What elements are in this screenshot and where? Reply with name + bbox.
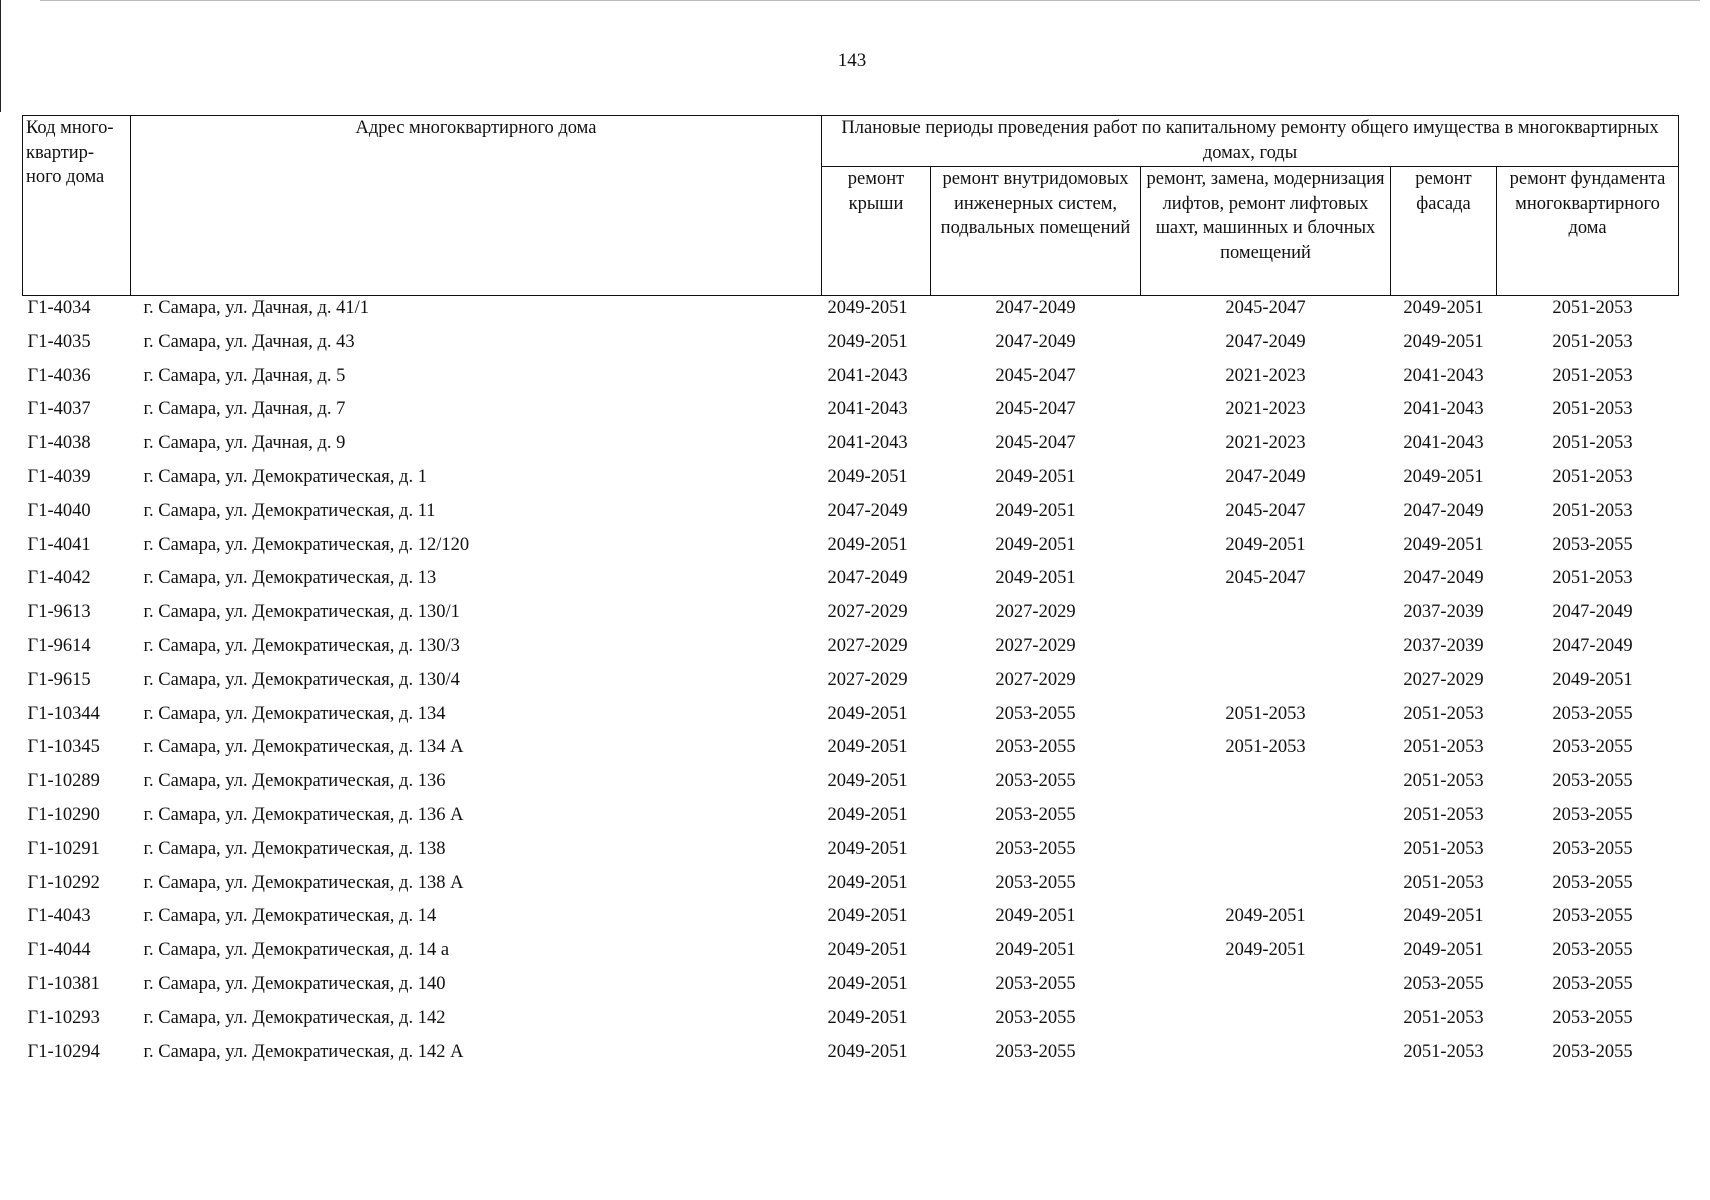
cell-foundation: 2049-2051 xyxy=(1552,669,1633,690)
cell-facade: 2053-2055 xyxy=(1403,973,1484,994)
cell-engineering: 2049-2051 xyxy=(995,568,1076,589)
cell-roof: 2049-2051 xyxy=(827,872,908,893)
cell-lift xyxy=(1141,871,1391,905)
table-row xyxy=(23,904,1679,938)
cell-facade: 2041-2043 xyxy=(1403,433,1484,454)
cell-code: Г1-9615 xyxy=(27,669,91,690)
cell-foundation: 2051-2053 xyxy=(1552,500,1633,521)
cell-lift xyxy=(1141,803,1391,837)
cell-code: Г1-10344 xyxy=(27,703,100,724)
cell-roof: 2049-2051 xyxy=(827,298,908,318)
cell-foundation: 2051-2053 xyxy=(1552,298,1633,318)
cell-roof: 2049-2051 xyxy=(827,973,908,994)
cell-engineering: 2053-2055 xyxy=(995,1007,1076,1028)
cell-engineering: 2047-2049 xyxy=(995,298,1076,318)
cell-code: Г1-9613 xyxy=(27,602,91,623)
cell-address: г. Самара, ул. Демократическая, д. 138 А xyxy=(143,872,464,893)
capital-repair-schedule-table xyxy=(22,115,1679,1073)
cell-code: Г1-10293 xyxy=(27,1007,100,1028)
cell-roof: 2049-2051 xyxy=(827,737,908,758)
cell-facade: 2049-2051 xyxy=(1403,534,1484,555)
cell-facade: 2047-2049 xyxy=(1403,568,1484,589)
cell-engineering: 2027-2029 xyxy=(995,669,1076,690)
cell-address: г. Самара, ул. Демократическая, д. 130/3 xyxy=(143,635,460,656)
table-row xyxy=(23,702,1679,736)
cell-roof: 2049-2051 xyxy=(827,940,908,961)
cell-address: г. Самара, ул. Демократическая, д. 14 xyxy=(143,906,437,927)
table-row xyxy=(23,668,1679,702)
table-row xyxy=(23,600,1679,634)
header-foundation: ремонт фундамента многоквартирного дома xyxy=(1497,167,1679,296)
table-row xyxy=(23,769,1679,803)
table-body xyxy=(23,296,1679,1074)
cell-engineering: 2027-2029 xyxy=(995,602,1076,623)
cell-facade: 2049-2051 xyxy=(1403,940,1484,961)
cell-roof: 2049-2051 xyxy=(827,906,908,927)
header-address: Адрес многоквартирного дома xyxy=(131,116,822,296)
cell-code: Г1-4041 xyxy=(27,534,91,555)
cell-address: г. Самара, ул. Демократическая, д. 134 А xyxy=(143,737,464,758)
cell-facade: 2051-2053 xyxy=(1403,703,1484,724)
cell-roof: 2047-2049 xyxy=(827,500,908,521)
cell-roof: 2041-2043 xyxy=(827,433,908,454)
cell-foundation: 2053-2055 xyxy=(1552,703,1633,724)
cell-foundation: 2053-2055 xyxy=(1552,1041,1633,1062)
cell-address: г. Самара, ул. Дачная, д. 41/1 xyxy=(143,298,370,318)
cell-lift: 2045-2047 xyxy=(1225,298,1306,318)
cell-code: Г1-4036 xyxy=(27,365,91,386)
cell-engineering: 2045-2047 xyxy=(995,433,1076,454)
cell-address: г. Самара, ул. Дачная, д. 43 xyxy=(143,331,355,352)
cell-engineering: 2049-2051 xyxy=(995,466,1076,487)
cell-roof: 2049-2051 xyxy=(827,838,908,859)
table-row xyxy=(23,634,1679,668)
cell-address: г. Самара, ул. Дачная, д. 7 xyxy=(143,399,346,420)
cell-address: г. Самара, ул. Демократическая, д. 1 xyxy=(143,466,427,487)
cell-address: г. Самара, ул. Демократическая, д. 140 xyxy=(143,973,446,994)
cell-roof: 2049-2051 xyxy=(827,534,908,555)
header-roof: ремонт крыши xyxy=(822,167,931,296)
cell-foundation: 2053-2055 xyxy=(1552,737,1633,758)
cell-code: Г1-9614 xyxy=(27,635,91,656)
cell-code: Г1-10290 xyxy=(27,804,100,825)
cell-foundation: 2053-2055 xyxy=(1552,973,1633,994)
cell-facade: 2049-2051 xyxy=(1403,298,1484,318)
cell-lift xyxy=(1141,634,1391,668)
table-row xyxy=(23,364,1679,398)
cell-address: г. Самара, ул. Демократическая, д. 136 xyxy=(143,771,446,792)
cell-address: г. Самара, ул. Демократическая, д. 134 xyxy=(143,703,446,724)
cell-code: Г1-10345 xyxy=(27,737,100,758)
cell-engineering: 2047-2049 xyxy=(995,331,1076,352)
cell-code: Г1-10294 xyxy=(27,1041,100,1062)
cell-address: г. Самара, ул. Демократическая, д. 13 xyxy=(143,568,437,589)
cell-lift: 2049-2051 xyxy=(1225,534,1306,555)
cell-foundation: 2053-2055 xyxy=(1552,872,1633,893)
cell-lift: 2047-2049 xyxy=(1225,466,1306,487)
cell-code: Г1-10292 xyxy=(27,872,100,893)
cell-foundation: 2051-2053 xyxy=(1552,466,1633,487)
table-row xyxy=(23,330,1679,364)
cell-lift xyxy=(1141,668,1391,702)
table-row xyxy=(23,735,1679,769)
cell-lift: 2021-2023 xyxy=(1225,433,1306,454)
cell-lift: 2045-2047 xyxy=(1225,568,1306,589)
cell-lift xyxy=(1141,972,1391,1006)
cell-lift: 2021-2023 xyxy=(1225,365,1306,386)
cell-lift: 2045-2047 xyxy=(1225,500,1306,521)
cell-code: Г1-4034 xyxy=(27,298,91,318)
cell-address: г. Самара, ул. Дачная, д. 5 xyxy=(143,365,346,386)
table-row xyxy=(23,533,1679,567)
table-row xyxy=(23,1006,1679,1040)
cell-roof: 2049-2051 xyxy=(827,703,908,724)
cell-facade: 2049-2051 xyxy=(1403,906,1484,927)
cell-code: Г1-4043 xyxy=(27,906,91,927)
cell-lift xyxy=(1141,1040,1391,1074)
table-row xyxy=(23,938,1679,972)
cell-engineering: 2053-2055 xyxy=(995,804,1076,825)
cell-engineering: 2049-2051 xyxy=(995,940,1076,961)
cell-foundation: 2051-2053 xyxy=(1552,568,1633,589)
cell-facade: 2051-2053 xyxy=(1403,1007,1484,1028)
cell-roof: 2049-2051 xyxy=(827,1007,908,1028)
cell-code: Г1-4035 xyxy=(27,331,91,352)
cell-roof: 2041-2043 xyxy=(827,399,908,420)
cell-roof: 2041-2043 xyxy=(827,365,908,386)
table-header xyxy=(23,116,1679,296)
cell-facade: 2051-2053 xyxy=(1403,872,1484,893)
cell-facade: 2049-2051 xyxy=(1403,331,1484,352)
cell-code: Г1-4040 xyxy=(27,500,91,521)
cell-roof: 2049-2051 xyxy=(827,331,908,352)
cell-lift: 2021-2023 xyxy=(1225,399,1306,420)
cell-address: г. Самара, ул. Демократическая, д. 130/1 xyxy=(143,602,460,623)
table-row xyxy=(23,431,1679,465)
cell-address: г. Самара, ул. Демократическая, д. 11 xyxy=(143,500,436,521)
cell-code: Г1-10289 xyxy=(27,771,100,792)
table-row xyxy=(23,1040,1679,1074)
cell-foundation: 2053-2055 xyxy=(1552,1007,1633,1028)
cell-engineering: 2053-2055 xyxy=(995,872,1076,893)
cell-address: г. Самара, ул. Демократическая, д. 130/4 xyxy=(143,669,460,690)
cell-engineering: 2049-2051 xyxy=(995,500,1076,521)
cell-engineering: 2053-2055 xyxy=(995,1041,1076,1062)
cell-code: Г1-4042 xyxy=(27,568,91,589)
cell-roof: 2027-2029 xyxy=(827,635,908,656)
table-row xyxy=(23,837,1679,871)
cell-engineering: 2053-2055 xyxy=(995,973,1076,994)
cell-facade: 2027-2029 xyxy=(1403,669,1484,690)
cell-foundation: 2053-2055 xyxy=(1552,906,1633,927)
table-row xyxy=(23,499,1679,533)
scan-top-edge xyxy=(40,0,1700,1)
cell-facade: 2051-2053 xyxy=(1403,771,1484,792)
cell-foundation: 2053-2055 xyxy=(1552,838,1633,859)
table-row xyxy=(23,972,1679,1006)
cell-engineering: 2053-2055 xyxy=(995,737,1076,758)
cell-foundation: 2051-2053 xyxy=(1552,331,1633,352)
cell-engineering: 2053-2055 xyxy=(995,771,1076,792)
cell-foundation: 2051-2053 xyxy=(1552,433,1633,454)
table-row xyxy=(23,296,1679,330)
cell-roof: 2049-2051 xyxy=(827,771,908,792)
cell-foundation: 2047-2049 xyxy=(1552,635,1633,656)
cell-engineering: 2049-2051 xyxy=(995,534,1076,555)
cell-foundation: 2047-2049 xyxy=(1552,602,1633,623)
cell-facade: 2051-2053 xyxy=(1403,1041,1484,1062)
cell-code: Г1-4037 xyxy=(27,399,91,420)
cell-lift xyxy=(1141,837,1391,871)
cell-roof: 2049-2051 xyxy=(827,1041,908,1062)
cell-facade: 2051-2053 xyxy=(1403,737,1484,758)
cell-code: Г1-4039 xyxy=(27,466,91,487)
table-row xyxy=(23,566,1679,600)
cell-foundation: 2053-2055 xyxy=(1552,771,1633,792)
cell-address: г. Самара, ул. Демократическая, д. 142 А xyxy=(143,1041,464,1062)
cell-foundation: 2053-2055 xyxy=(1552,534,1633,555)
cell-lift xyxy=(1141,1006,1391,1040)
cell-address: г. Самара, ул. Демократическая, д. 138 xyxy=(143,838,446,859)
cell-facade: 2051-2053 xyxy=(1403,804,1484,825)
cell-lift xyxy=(1141,769,1391,803)
header-facade: ремонт фасада xyxy=(1391,167,1497,296)
cell-lift: 2047-2049 xyxy=(1225,331,1306,352)
cell-facade: 2041-2043 xyxy=(1403,399,1484,420)
table-row xyxy=(23,871,1679,905)
page-number: 143 xyxy=(837,50,867,71)
cell-engineering: 2045-2047 xyxy=(995,399,1076,420)
cell-lift: 2051-2053 xyxy=(1225,737,1306,758)
cell-address: г. Самара, ул. Демократическая, д. 14 а xyxy=(143,940,450,961)
cell-roof: 2027-2029 xyxy=(827,602,908,623)
header-code: Код много-квартир-ного дома xyxy=(23,116,131,296)
header-engineering: ремонт внутридомовых инженерных систем, подвальных помещений xyxy=(931,167,1141,296)
cell-roof: 2027-2029 xyxy=(827,669,908,690)
cell-address: г. Самара, ул. Дачная, д. 9 xyxy=(143,433,346,454)
cell-facade: 2037-2039 xyxy=(1403,635,1484,656)
cell-facade: 2047-2049 xyxy=(1403,500,1484,521)
cell-code: Г1-10291 xyxy=(27,838,100,859)
cell-foundation: 2051-2053 xyxy=(1552,399,1633,420)
cell-lift: 2049-2051 xyxy=(1225,906,1306,927)
cell-facade: 2049-2051 xyxy=(1403,466,1484,487)
cell-lift xyxy=(1141,600,1391,634)
cell-engineering: 2045-2047 xyxy=(995,365,1076,386)
cell-engineering: 2049-2051 xyxy=(995,906,1076,927)
cell-code: Г1-10381 xyxy=(27,973,100,994)
header-planned-periods: Плановые периоды проведения работ по капитальному ремонту общего имущества в многоквартирных домах, годы xyxy=(822,116,1679,167)
cell-facade: 2051-2053 xyxy=(1403,838,1484,859)
cell-roof: 2049-2051 xyxy=(827,804,908,825)
cell-code: Г1-4038 xyxy=(27,433,91,454)
cell-lift: 2051-2053 xyxy=(1225,703,1306,724)
cell-address: г. Самара, ул. Демократическая, д. 136 А xyxy=(143,804,464,825)
cell-address: г. Самара, ул. Демократическая, д. 12/120 xyxy=(143,534,470,555)
table-row xyxy=(23,465,1679,499)
header-lift: ремонт, замена, модернизация лифтов, ремонт лифтовых шахт, машинных и блочных помещений xyxy=(1141,167,1391,296)
cell-facade: 2041-2043 xyxy=(1403,365,1484,386)
cell-engineering: 2053-2055 xyxy=(995,838,1076,859)
cell-engineering: 2027-2029 xyxy=(995,635,1076,656)
cell-address: г. Самара, ул. Демократическая, д. 142 xyxy=(143,1007,446,1028)
cell-foundation: 2051-2053 xyxy=(1552,365,1633,386)
table-row xyxy=(23,803,1679,837)
cell-roof: 2047-2049 xyxy=(827,568,908,589)
cell-foundation: 2053-2055 xyxy=(1552,804,1633,825)
cell-lift: 2049-2051 xyxy=(1225,940,1306,961)
cell-foundation: 2053-2055 xyxy=(1552,940,1633,961)
cell-roof: 2049-2051 xyxy=(827,466,908,487)
cell-facade: 2037-2039 xyxy=(1403,602,1484,623)
cell-engineering: 2053-2055 xyxy=(995,703,1076,724)
cell-code: Г1-4044 xyxy=(27,940,91,961)
table-row xyxy=(23,397,1679,431)
